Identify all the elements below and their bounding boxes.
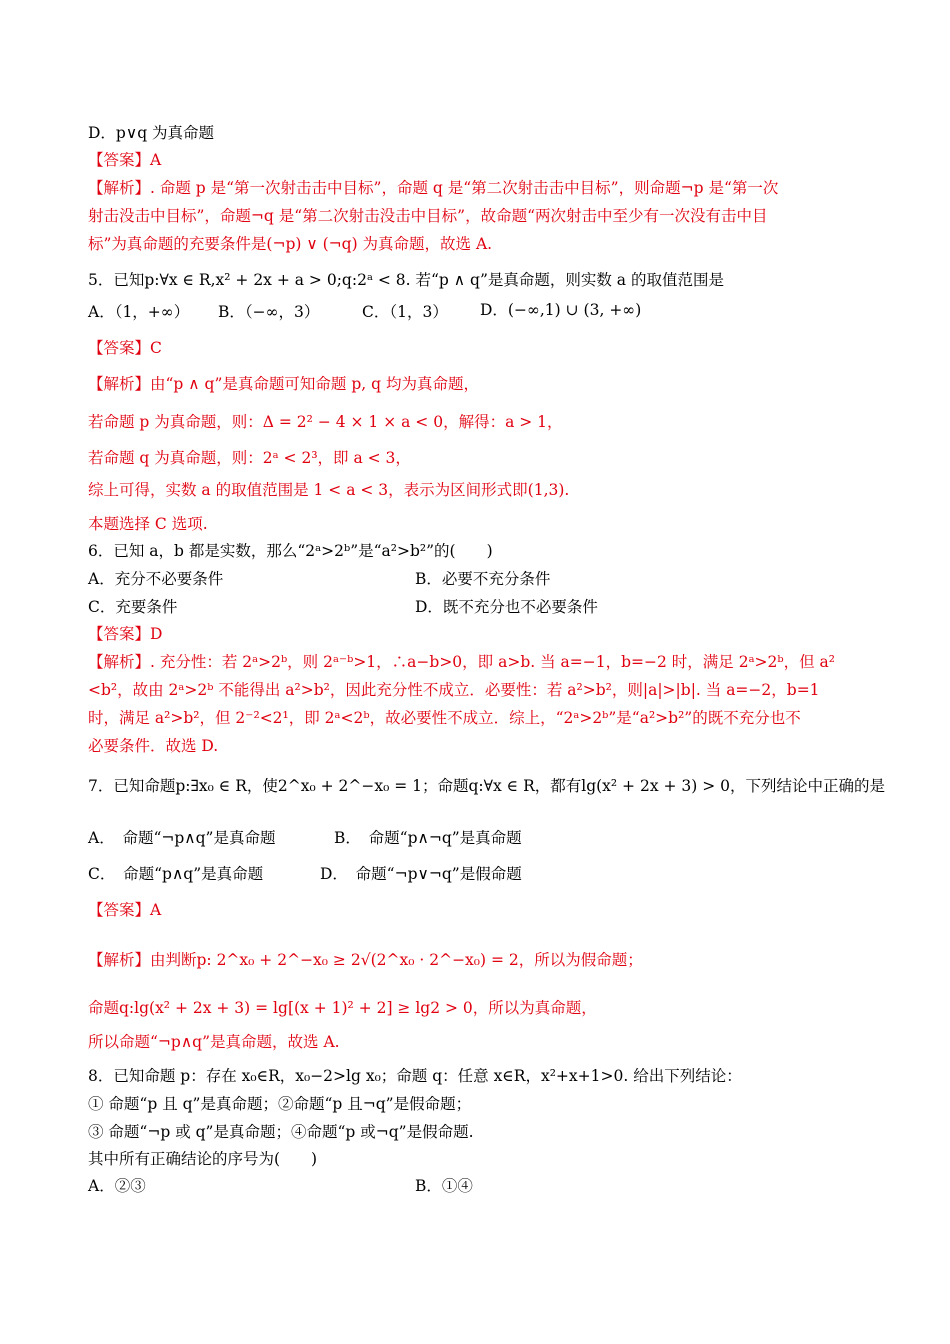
q8-option-b: B．①④	[415, 1177, 473, 1195]
q7-analysis-line-2: 命题q:lg(x² + 2x + 3) = lg[(x + 1)² + 2] ≥ lg2 > 0，所以为真命题，	[88, 999, 597, 1017]
q5-analysis-line-2: 若命题 p 为真命题，则：Δ = 2² − 4 × 1 × a < 0，解得：a > 1，	[88, 413, 563, 431]
q6-stem: 6．已知 a，b 都是实数，那么“2ᵃ>2ᵇ”是“a²>b²”的( )	[88, 542, 493, 560]
q7-option-c: C． 命题“p∧q”是真命题	[88, 865, 264, 883]
q5-analysis-line-3: 若命题 q 为真命题，则：2ᵃ < 2³，即 a < 3，	[88, 449, 411, 467]
q6-option-b: B．必要不充分条件	[415, 570, 551, 588]
q4-option-d: D．p∨q 为真命题	[88, 124, 215, 142]
q6-analysis-line-4: 必要条件．故选 D.	[88, 737, 219, 755]
q7-analysis-line-1: 【解析】由判断p: 2^x₀ + 2^−x₀ ≥ 2√(2^x₀ · 2^−x₀) = 2，所以为假命题；	[88, 951, 643, 969]
q8-question: 其中所有正确结论的序号为( )	[88, 1150, 318, 1168]
q8-option-a: A．②③	[88, 1177, 146, 1195]
q8-stem: 8．已知命题 p：存在 x₀∈R，x₀−2>lg x₀；命题 q：任意 x∈R，x²+x+1>0. 给出下列结论：	[88, 1067, 742, 1085]
q7-answer: 【答案】A	[88, 901, 162, 919]
q7-option-a: A． 命题“¬p∧q”是真命题	[88, 829, 276, 847]
q7-analysis-line-3: 所以命题“¬p∧q”是真命题，故选 A.	[88, 1033, 340, 1051]
q5-analysis-line-5: 本题选择 C 选项.	[88, 515, 208, 533]
q5-analysis-line-4: 综上可得，实数 a 的取值范围是 1 < a < 3，表示为区间形式即(1,3).	[88, 481, 570, 499]
q4-analysis-line-2: 射击没击中目标”，命题¬q 是“第二次射击没击中目标”，故命题“两次射击中至少有一次没有击中目	[88, 207, 768, 225]
q4-answer: 【答案】A	[88, 151, 162, 169]
q5-analysis-line-1: 【解析】由“p ∧ q”是真命题可知命题 p, q 均为真命题，	[88, 375, 479, 393]
q4-analysis-line-1: 【解析】. 命题 p 是“第一次射击击中目标”，命题 q 是“第二次射击击中目标”，则命题¬p 是“第一次	[88, 179, 779, 197]
q5-answer: 【答案】C	[88, 339, 162, 357]
q5-option-a: A．（1，+∞）	[88, 303, 190, 321]
q7-stem: 7．已知命题p:∃x₀ ∈ R，使2^x₀ + 2^−x₀ = 1；命题q:∀x ∈ R，都有lg(x² + 2x + 3) > 0，下列结论中正确的是	[88, 777, 886, 795]
q6-analysis-line-2: <b²，故由 2ᵃ>2ᵇ 不能得出 a²>b²，因此充分性不成立．必要性：若 a²>b²，则|a|>|b|. 当 a=−2，b=1	[88, 681, 820, 699]
q4-analysis-line-3: 标”为真命题的充要条件是(¬p) ∨ (¬q) 为真命题，故选 A.	[88, 235, 493, 253]
q6-option-a: A．充分不必要条件	[88, 570, 224, 588]
q6-option-c: C．充要条件	[88, 598, 178, 616]
q8-statement-2: ③ 命题“¬p 或 q”是真命题；④命题“p 或¬q”是假命题.	[88, 1123, 474, 1141]
q5-option-c: C．（1，3）	[362, 303, 448, 321]
q7-option-d: D． 命题“¬p∨¬q”是假命题	[320, 865, 522, 883]
q6-option-d: D．既不充分也不必要条件	[415, 598, 598, 616]
q8-statement-1: ① 命题“p 且 q”是真命题；②命题“p 且¬q”是假命题；	[88, 1095, 472, 1113]
q7-option-b: B． 命题“p∧¬q”是真命题	[334, 829, 522, 847]
q6-analysis-line-1: 【解析】. 充分性：若 2ᵃ>2ᵇ，则 2ᵃ⁻ᵇ>1，∴a−b>0，即 a>b. 当 a=−1，b=−2 时，满足 2ᵃ>2ᵇ，但 a²	[88, 653, 835, 671]
q6-analysis-line-3: 时，满足 a²>b²，但 2⁻²<2¹，即 2ᵃ<2ᵇ，故必要性不成立．综上，“2ᵃ>2ᵇ”是“a²>b²”的既不充分也不	[88, 709, 801, 727]
q5-option-d: D．(−∞,1) ∪ (3, +∞)	[480, 301, 642, 319]
q6-answer: 【答案】D	[88, 625, 163, 643]
q5-option-b: B．（−∞，3）	[218, 303, 320, 321]
q5-stem: 5．已知p:∀x ∈ R,x² + 2x + a > 0;q:2ᵃ < 8. 若“p ∧ q”是真命题，则实数 a 的取值范围是	[88, 271, 724, 289]
